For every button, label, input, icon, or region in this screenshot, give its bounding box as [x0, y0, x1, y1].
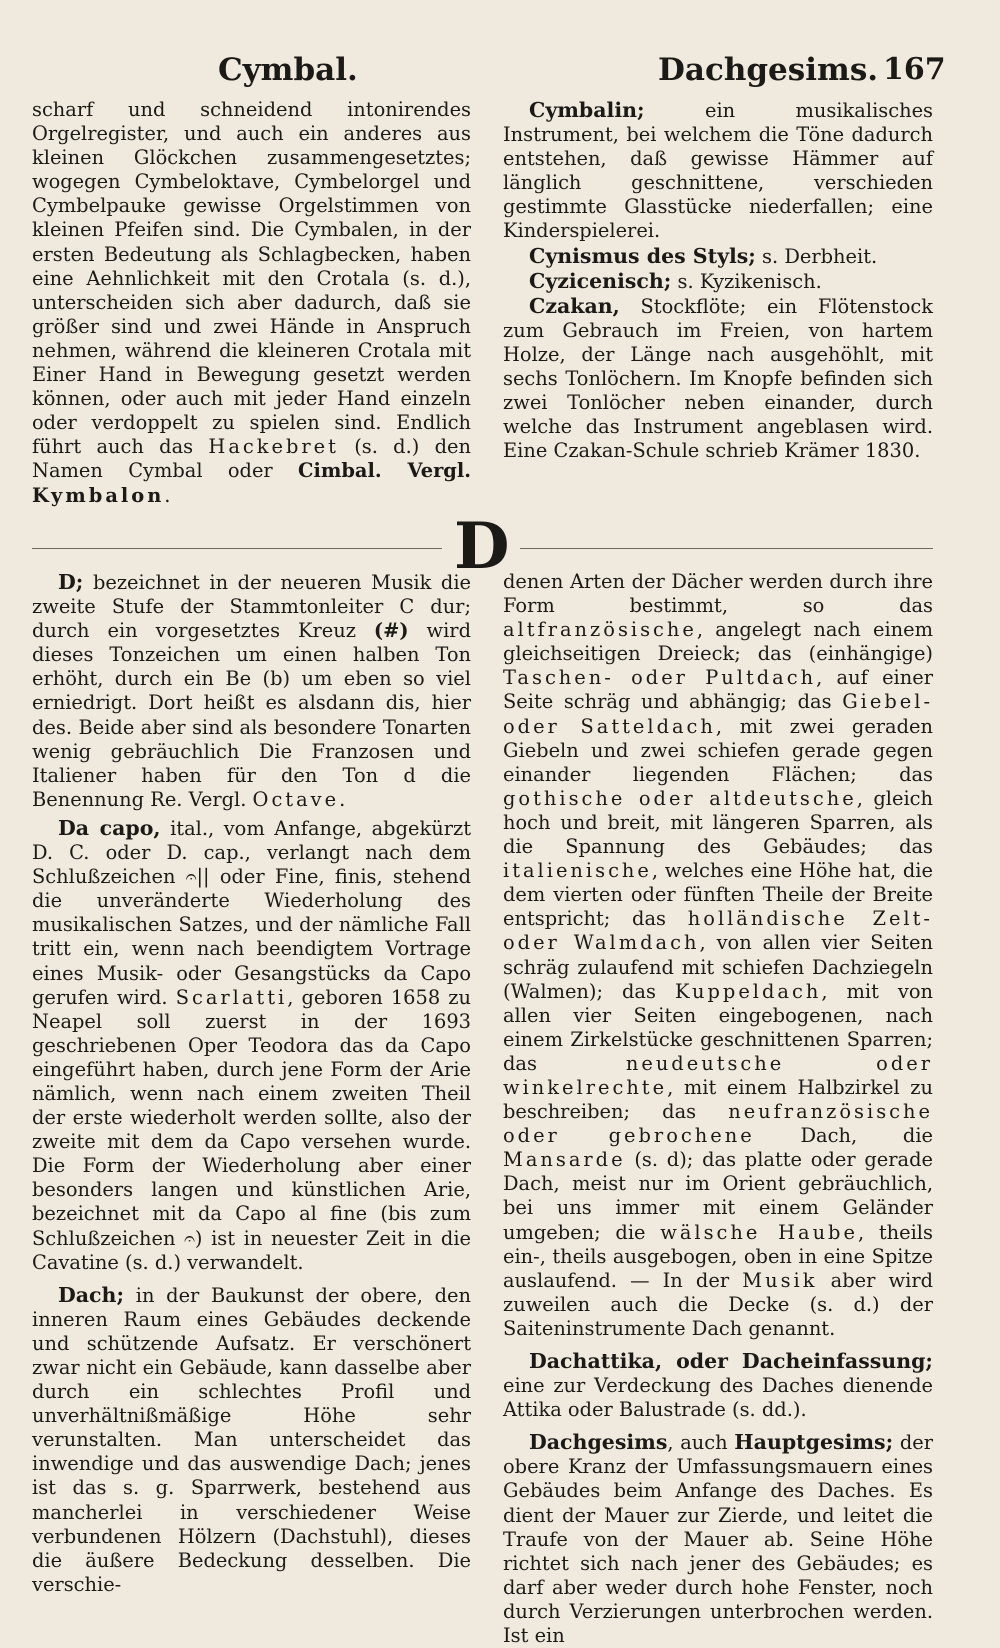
entry-dach: Dach; in der Baukunst der obere, den inneren Raum eines Gebäudes deckende und schützende Aufsatz. Er verschönert zwar nicht ein Gebäude, kann dasselbe aber durch ein schlechtes Profil und unverhältnißmäßige Höhe sehr verunstalten. Man unterscheidet das inwendige und das auswendige Dach; jenes ist das s. g. Sparrwerk, bestehend aus mancherlei in verschiedener Weise verbundenen Hölzern (Dachstuhl), dieses die äußere Bedeckung desselben. Die verschie-	[32, 1282, 471, 1596]
cross-ref: wälsche Haube	[660, 1220, 858, 1244]
cross-ref: Kymbalon	[32, 483, 165, 507]
left-column-top	[32, 98, 471, 508]
fermata-icon: 𝄐	[184, 1226, 195, 1250]
cross-ref: Mansarde	[503, 1148, 626, 1172]
entry-cymbalin: Cymbalin; ein musikalisches Instrument, bei welchem die Töne dadurch entstehen, daß gewisse Hämmer auf länglich geschnittene, verschieden gestimmte Glasstücke niederfallen; eine Kinderspielerei.	[503, 98, 933, 243]
dach-continuation: denen Arten der Dächer werden durch ihre Form bestimmt, so das altfranzösische, angelegt nach einem gleichseitigen Dreieck; das (einhängige) Taschen- oder Pultdach, auf einer Seite schräg und abhängig; das Giebel- oder Satteldach, mit zwei geraden Giebeln und zwei schiefen gerade gegen einander liegenden Flächen; das gothische oder altdeutsche, gleich hoch und breit, mit längeren Sparren, als die Spannung des Gebäudes; das italienische, welches eine Höhe hat, die dem vierten oder fünften Theile der Breite entspricht; das holländische Zelt- oder Walmdach, von allen vier Seiten schräg zulaufend mit schiefen Dachziegeln (Walmen); das Kuppeldach, mit von allen vier Seiten eingebogenen, nach einem Zirkelstücke geschnittenen Sparren; das neudeutsche oder winkelrechte, mit einem Halbzirkel zu beschreiben; das neufranzösische oder gebrochene Dach, die Mansarde (s. d); das platte oder gerade Dach, meist nur im Orient gebräuchlich, bei uns immer mit einem Geländer umgeben; die wälsche Haube, theils ein-, theils ausgebogen, oben in eine Spitze auslaufend. — In der Musik aber wird zuweilen auch die Decke (s. d.) der Saiteninstrumente Dach genannt.	[503, 570, 934, 1340]
lemma: D;	[58, 570, 84, 594]
page-number: 167	[883, 52, 946, 87]
cross-ref: neufranzösische oder gebrochene	[503, 1100, 933, 1148]
running-head-left: Cymbal.	[218, 52, 358, 88]
cross-ref: Taschen- oder Pultdach	[503, 666, 817, 690]
lemma: Dachgesims	[529, 1430, 668, 1455]
cross-ref: gothische oder altdeutsche	[503, 786, 857, 810]
entry-czakan: Czakan, Stockflöte; ein Flötenstock zum Gebrauch im Freien, von hartem Holze, der Länge nach ausgehöhlt, mit sechs Tonlöchern. Im Knopfe befinden sich zwei Tonlöcher neben einander, durch welche das Instrument angeblasen wird. Eine Czakan-Schule schrieb Krämer 1830.	[503, 293, 934, 463]
cross-ref: holländische Zelt- oder Walmdach	[503, 907, 933, 955]
lemma: Da capo,	[58, 815, 161, 840]
section-rule-left	[32, 548, 442, 549]
right-column-top	[503, 98, 933, 463]
cross-ref: Hackebret	[208, 435, 339, 459]
entry-dachattika: Dachattika, oder Dacheinfassung; eine zur Verdeckung des Daches dienende Attika oder Balustrade (s. dd.).	[503, 1349, 933, 1422]
entry-dachgesims: Dachgesims, auch Hauptgesims; der obere Kranz der Umfassungsmauern eines Gebäudes beim Anfange des Daches. Es dient der Mauer zur Zierde, und leitet die Traufe von der Mauer ab. Seine Höhe richtet sich nach jener des Gebäudes; es darf aber weder durch hohe Fenster, noch durch Verzierungen unterbrochen werden. Ist ein	[503, 1430, 934, 1648]
cross-ref: Scarlatti	[175, 985, 288, 1009]
section-rule-right	[520, 548, 933, 549]
sharp-sign: (#)	[373, 619, 409, 643]
lemma: Hauptgesims;	[734, 1430, 894, 1455]
cross-ref: Kuppeldach	[674, 979, 822, 1003]
cross-ref: altfranzösische	[503, 618, 697, 642]
lemma: Czakan,	[529, 293, 620, 318]
entry-da-capo: Da capo, ital., vom Anfange, abgekürzt D. C. oder D. cap., verlangt nach dem Schlußzeichen 𝄐|| oder Fine, finis, stehend die unveränderte Wiederholung des musikalischen Satzes, und der nämliche Fall tritt ein, wenn nach beendigtem Vortrage eines Musik- oder Gesangstücks da Capo gerufen wird. Scarlatti, geboren 1658 zu Neapel soll zuerst in der 1693 geschriebenen Oper Teodora das da Capo eingeführt haben, durch jene Form der Arie nämlich, wenn nach einem zweiten Theil der erste wiederholt werden sollte, also der zweite mit dem da Capo versehen wurde. Die Form der Wiederholung aber einer besonders langen und künstlichen Arie, bezeichnet mit da Capo al fine (bis zum Schlußzeichen 𝄐) ist in neuester Zeit in die Cavatine (s. d.) verwandelt.	[32, 815, 471, 1274]
lemma: Cymbalin;	[529, 98, 645, 122]
left-column-bottom	[32, 570, 471, 1597]
entry-cynismus: Cynismus des Styls; s. Derbheit.	[529, 243, 878, 268]
cross-ref: Octave	[252, 787, 340, 811]
lemma: Cynismus des Styls;	[529, 243, 756, 268]
cymbal-continuation: scharf und schneidend intonirendes Orgelregister, und auch ein anderes aus kleinen Glöckchen zusammengesetztes; wogegen Cymbeloktave, Cymbelorgel und Cymbelpauke gewisse Orgelstimmen von kleinen Pfeifen sind. Die Cymbalen, in der ersten Bedeutung als Schlagbecken, haben eine Aehnlichkeit mit den Crotala (s. d.), unterscheiden sich aber dadurch, daß sie größer sind und zwei Hände in Anspruch nehmen, während die kleineren Crotala mit Einer Hand in Bewegung gesetzt werden können, oder auch mit jeder Hand einzeln oder verdoppelt zu spielen sind. Endlich führt auch das Hackebret (s. d.) den Namen Cymbal oder Cimbal. Vergl. Kymbalon.	[32, 98, 471, 507]
fermata-icon: 𝄐||	[185, 865, 210, 889]
lemma: Cyzicenisch;	[529, 268, 672, 293]
section-letter: D	[454, 509, 510, 584]
cross-ref: italienische	[503, 859, 652, 883]
right-column-bottom	[503, 570, 933, 1648]
cross-ref: neudeutsche oder winkelrechte	[503, 1051, 933, 1099]
lemma: Dach;	[58, 1282, 125, 1307]
running-head-right: Dachgesims.	[658, 52, 879, 88]
entry-d: D; bezeichnet in der neueren Musik die zweite Stufe der Stammtonleiter C dur; durch ein vorgesetztes Kreuz (#) wird dieses Tonzeichen um einen halben Ton erhöht, durch ein Be (b) um eben so viel erniedrigt. Dort heißt es alsdann dis, hier des. Beide aber sind als besondere Tonarten wenig gebräuchlich Die Franzosen und Italiener haben für den Ton d die Benennung Re. Vergl. Octave.	[32, 570, 472, 811]
lemma: Dachattika, oder Dacheinfassung;	[529, 1349, 933, 1373]
cross-ref: Giebel- oder Satteldach	[503, 690, 933, 738]
entry-cyzicenisch: Cyzicenisch; s. Kyzikenisch.	[529, 268, 822, 293]
cross-ref: Musik	[742, 1268, 818, 1292]
